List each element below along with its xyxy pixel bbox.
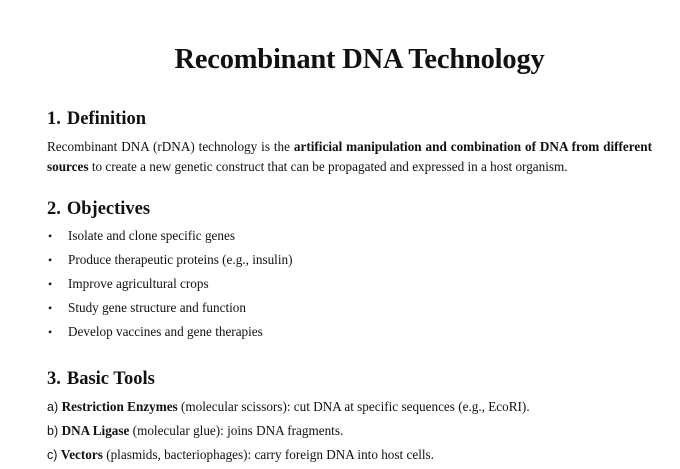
section-heading-objectives xyxy=(47,199,150,220)
tool-description: (molecular glue): joins DNA fragments. xyxy=(129,423,344,438)
bullet-icon: • xyxy=(48,325,53,339)
tool-item-vectors xyxy=(47,445,530,469)
list-item-text: Improve agricultural crops xyxy=(68,276,209,291)
list-item-text: Produce therapeutic proteins (e.g., insulin) xyxy=(68,252,293,267)
bullet-icon: • xyxy=(48,301,53,315)
list-item-text: Study gene structure and function xyxy=(68,300,246,315)
tool-term: Restriction Enzymes xyxy=(61,399,178,414)
section-number: 2. xyxy=(47,199,61,219)
bullet-icon: • xyxy=(48,277,53,291)
definition-text-end: to create a new genetic construct that can be propagated and expressed in a host organism. xyxy=(88,159,568,174)
definition-text-start: Recombinant DNA (rDNA) technology is the xyxy=(47,139,294,154)
section-heading-definition xyxy=(47,109,146,130)
objectives-list xyxy=(47,226,293,346)
definition-text-bold: artificial manipulation and combination of DNA from different sources xyxy=(47,139,652,174)
tools-list xyxy=(47,397,530,469)
tool-description: (molecular scissors): cut DNA at specific sequences (e.g., EcoRI). xyxy=(177,399,530,414)
section-number: 1. xyxy=(47,109,61,129)
list-item-text: Isolate and clone specific genes xyxy=(68,228,235,243)
list-item xyxy=(47,274,293,298)
list-item xyxy=(47,250,293,274)
section-title: Definition xyxy=(66,109,147,129)
list-item xyxy=(47,322,293,346)
tool-letter: a) xyxy=(47,400,62,414)
bullet-icon: • xyxy=(48,229,53,243)
tool-letter: c) xyxy=(47,448,61,462)
tool-term: Vectors xyxy=(60,447,103,462)
list-item xyxy=(47,298,293,322)
section-title: Basic Tools xyxy=(66,369,155,389)
document-title: Recombinant DNA Technology xyxy=(174,44,545,75)
list-item-text: Develop vaccines and gene therapies xyxy=(68,324,263,339)
tool-description: (plasmids, bacteriophages): carry foreign DNA into host cells. xyxy=(102,447,434,462)
tool-item-restriction-enzymes xyxy=(47,397,530,421)
bullet-icon: • xyxy=(48,253,53,267)
definition-paragraph xyxy=(47,137,652,177)
tool-item-dna-ligase xyxy=(47,421,530,445)
section-number: 3. xyxy=(47,369,61,389)
list-item xyxy=(47,226,293,250)
tool-term: DNA Ligase xyxy=(61,423,130,438)
tool-letter: b) xyxy=(47,424,62,438)
section-title: Objectives xyxy=(66,199,151,219)
section-heading-tools xyxy=(47,369,155,390)
